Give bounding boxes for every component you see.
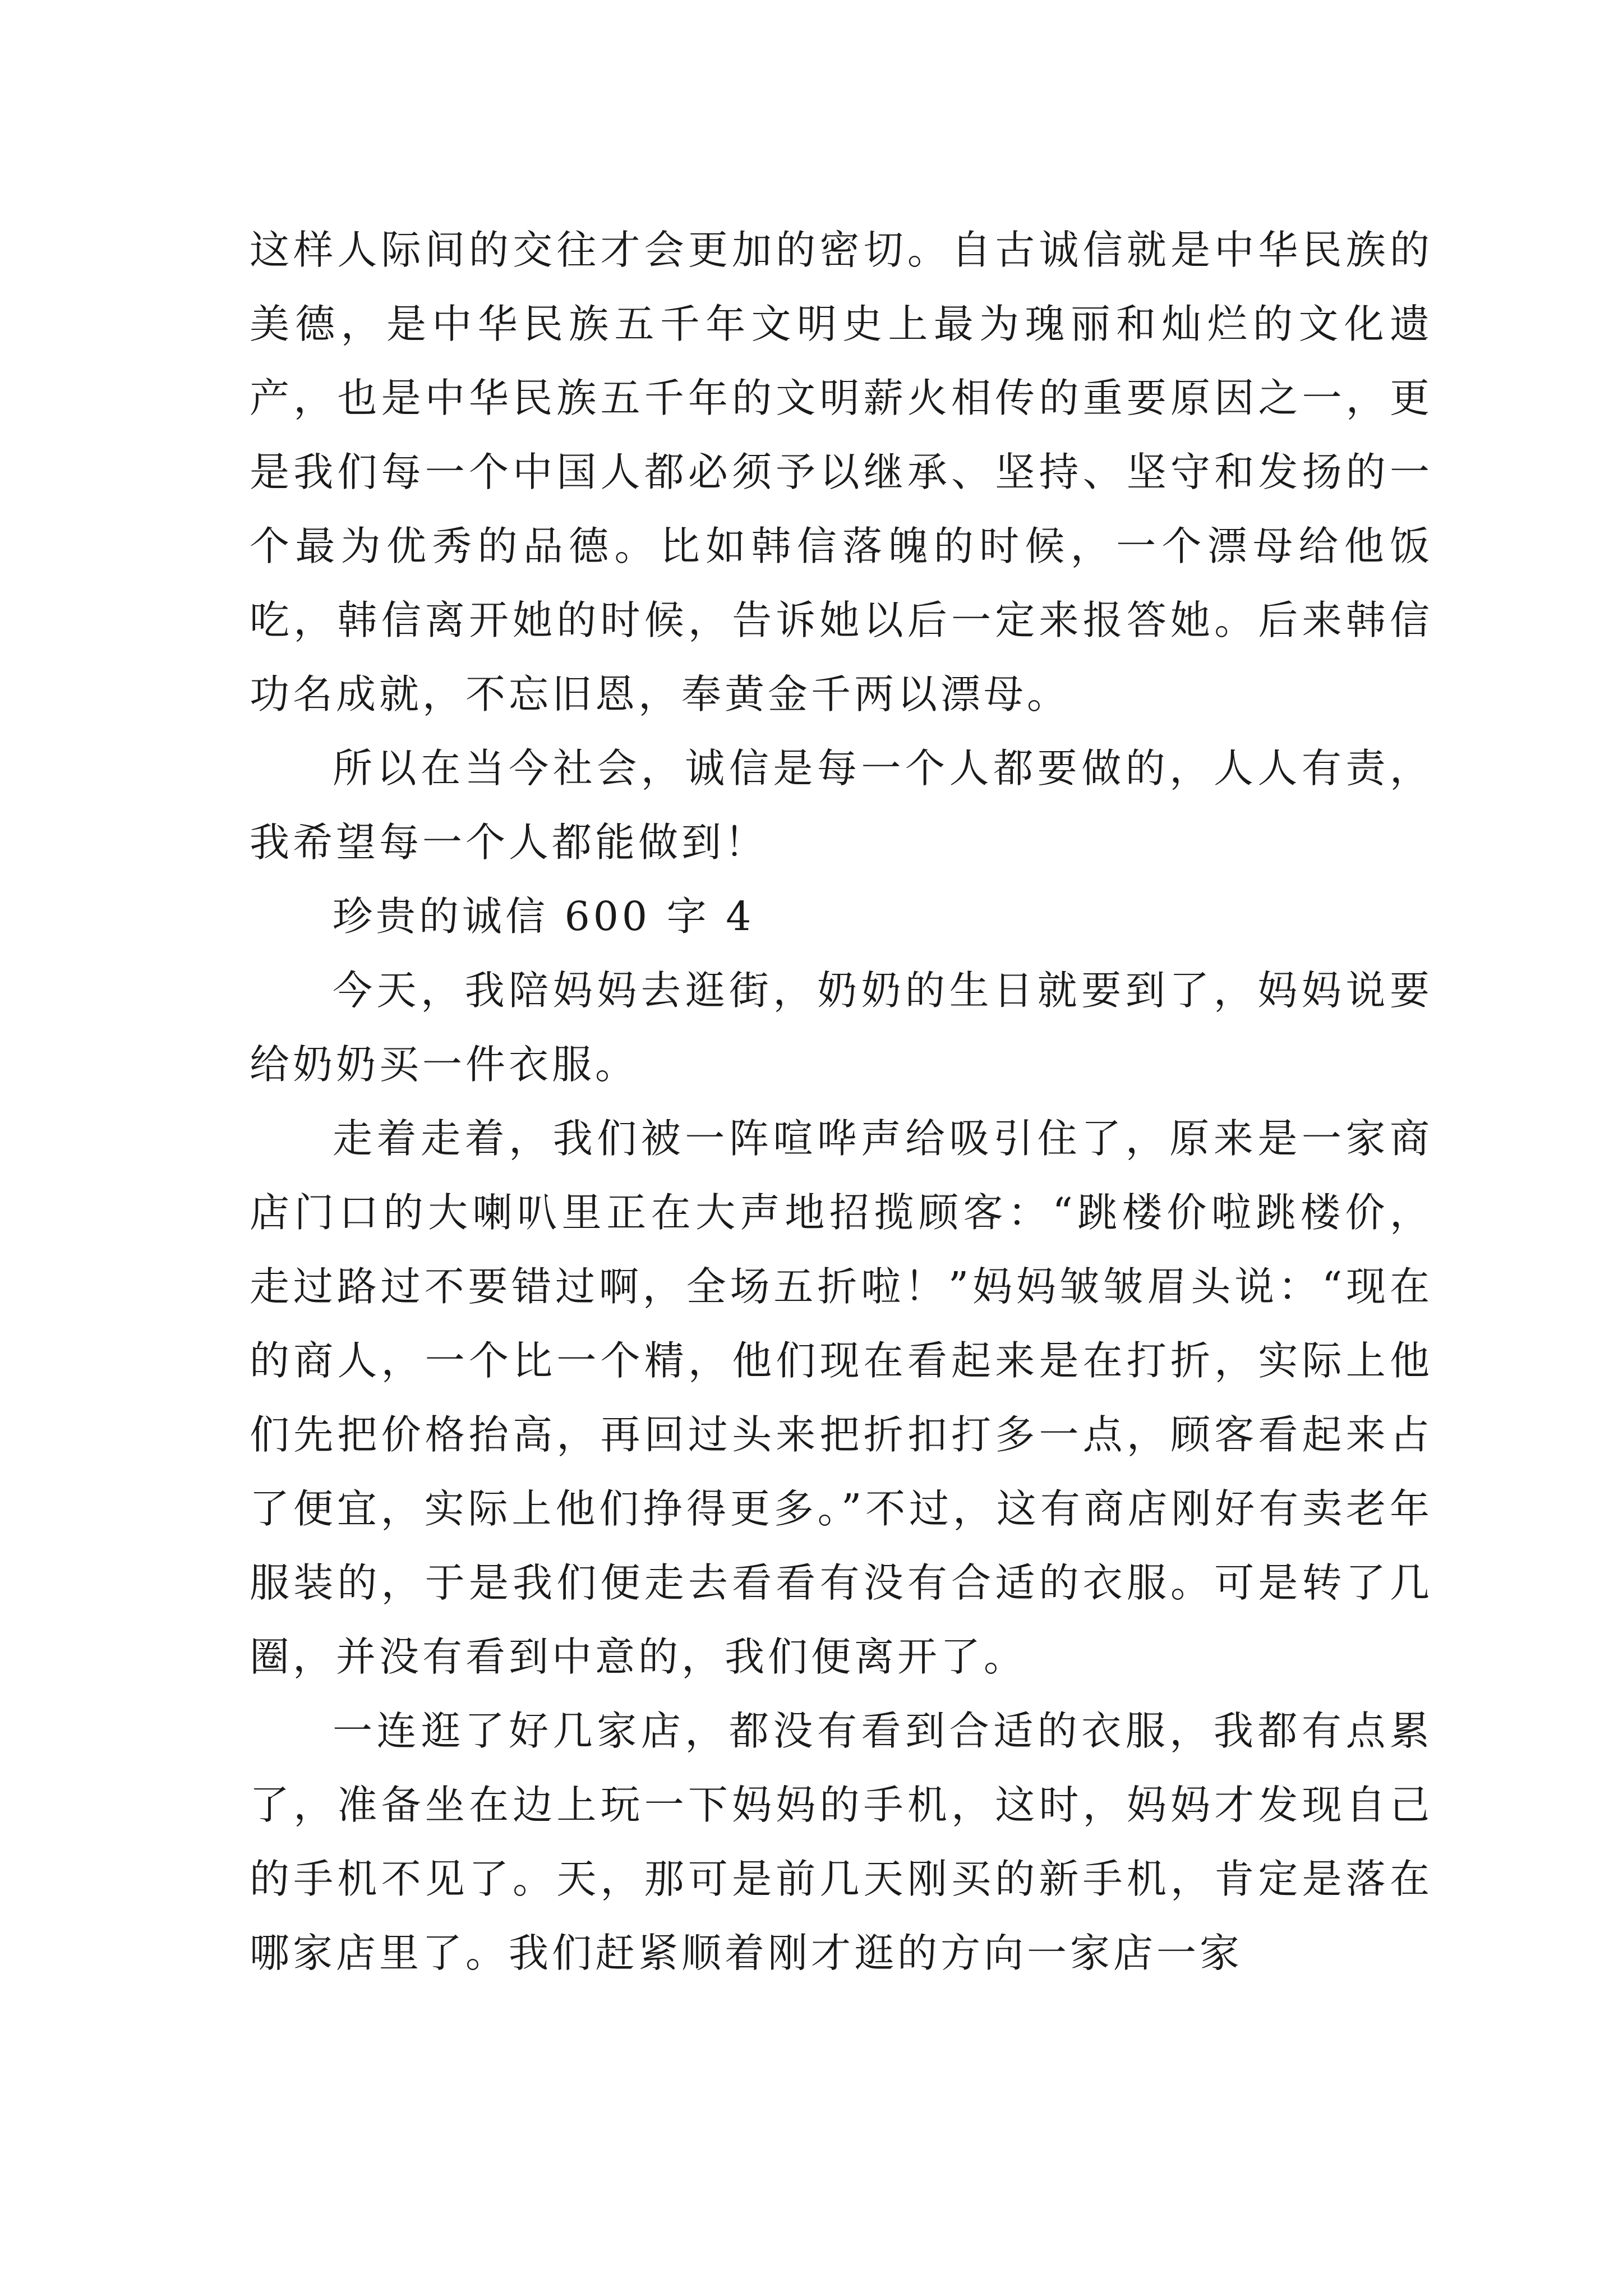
paragraph-shopping-intro: 今天，我陪妈妈去逛街，奶奶的生日就要到了，妈妈说要给奶奶买一件衣服。 (250, 967, 1433, 1088)
paragraph-conclusion: 所以在当今社会，诚信是每一个人都要做的，人人有责，我希望每一个人都能做到！ (250, 745, 1433, 866)
essay-title: 珍贵的诚信 600 字 4 (333, 893, 755, 940)
paragraph-store-sale: 走着走着，我们被一阵喧哗声给吸引住了，原来是一家商店门口的大喇叭里正在大声地招揽顾客：“跳楼价啦跳楼价，走过路过不要错过啊，全场五折啦！”妈妈皱皱眉头说：“现在的商人，一个比一个精，他们现在看起来是在打折，实际上他们先把价格抬高，再回过头来把折扣打多一点，顾客看起来占了便宜，实际上他们挣得更多。”不过，这有商店刚好有卖老年服装的，于是我们便走去看看有没有合适的衣服。可是转了几圈，并没有看到中意的，我们便离开了。 (250, 1115, 1433, 1680)
document-body (250, 213, 1433, 1990)
paragraph-honesty-virtue: 这样人际间的交往才会更加的密切。自古诚信就是中华民族的美德，是中华民族五千年文明史上最为瑰丽和灿烂的文化遗产，也是中华民族五千年的文明薪火相传的重要原因之一，更是我们每一个中国人都必须予以继承、坚持、坚守和发扬的一个最为优秀的品德。比如韩信落魄的时候，一个漂母给他饭吃，韩信离开她的时候，告诉她以后一定来报答她。后来韩信功名成就，不忘旧恩，奉黄金千两以漂母。 (250, 227, 1433, 717)
paragraph-lost-phone: 一连逛了好几家店，都没有看到合适的衣服，我都有点累了，准备坐在边上玩一下妈妈的手机，这时，妈妈才发现自己的手机不见了。天，那可是前几天刚买的新手机，肯定是落在哪家店里了。我们赶紧顺着刚才逛的方向一家店一家 (250, 1708, 1433, 1976)
